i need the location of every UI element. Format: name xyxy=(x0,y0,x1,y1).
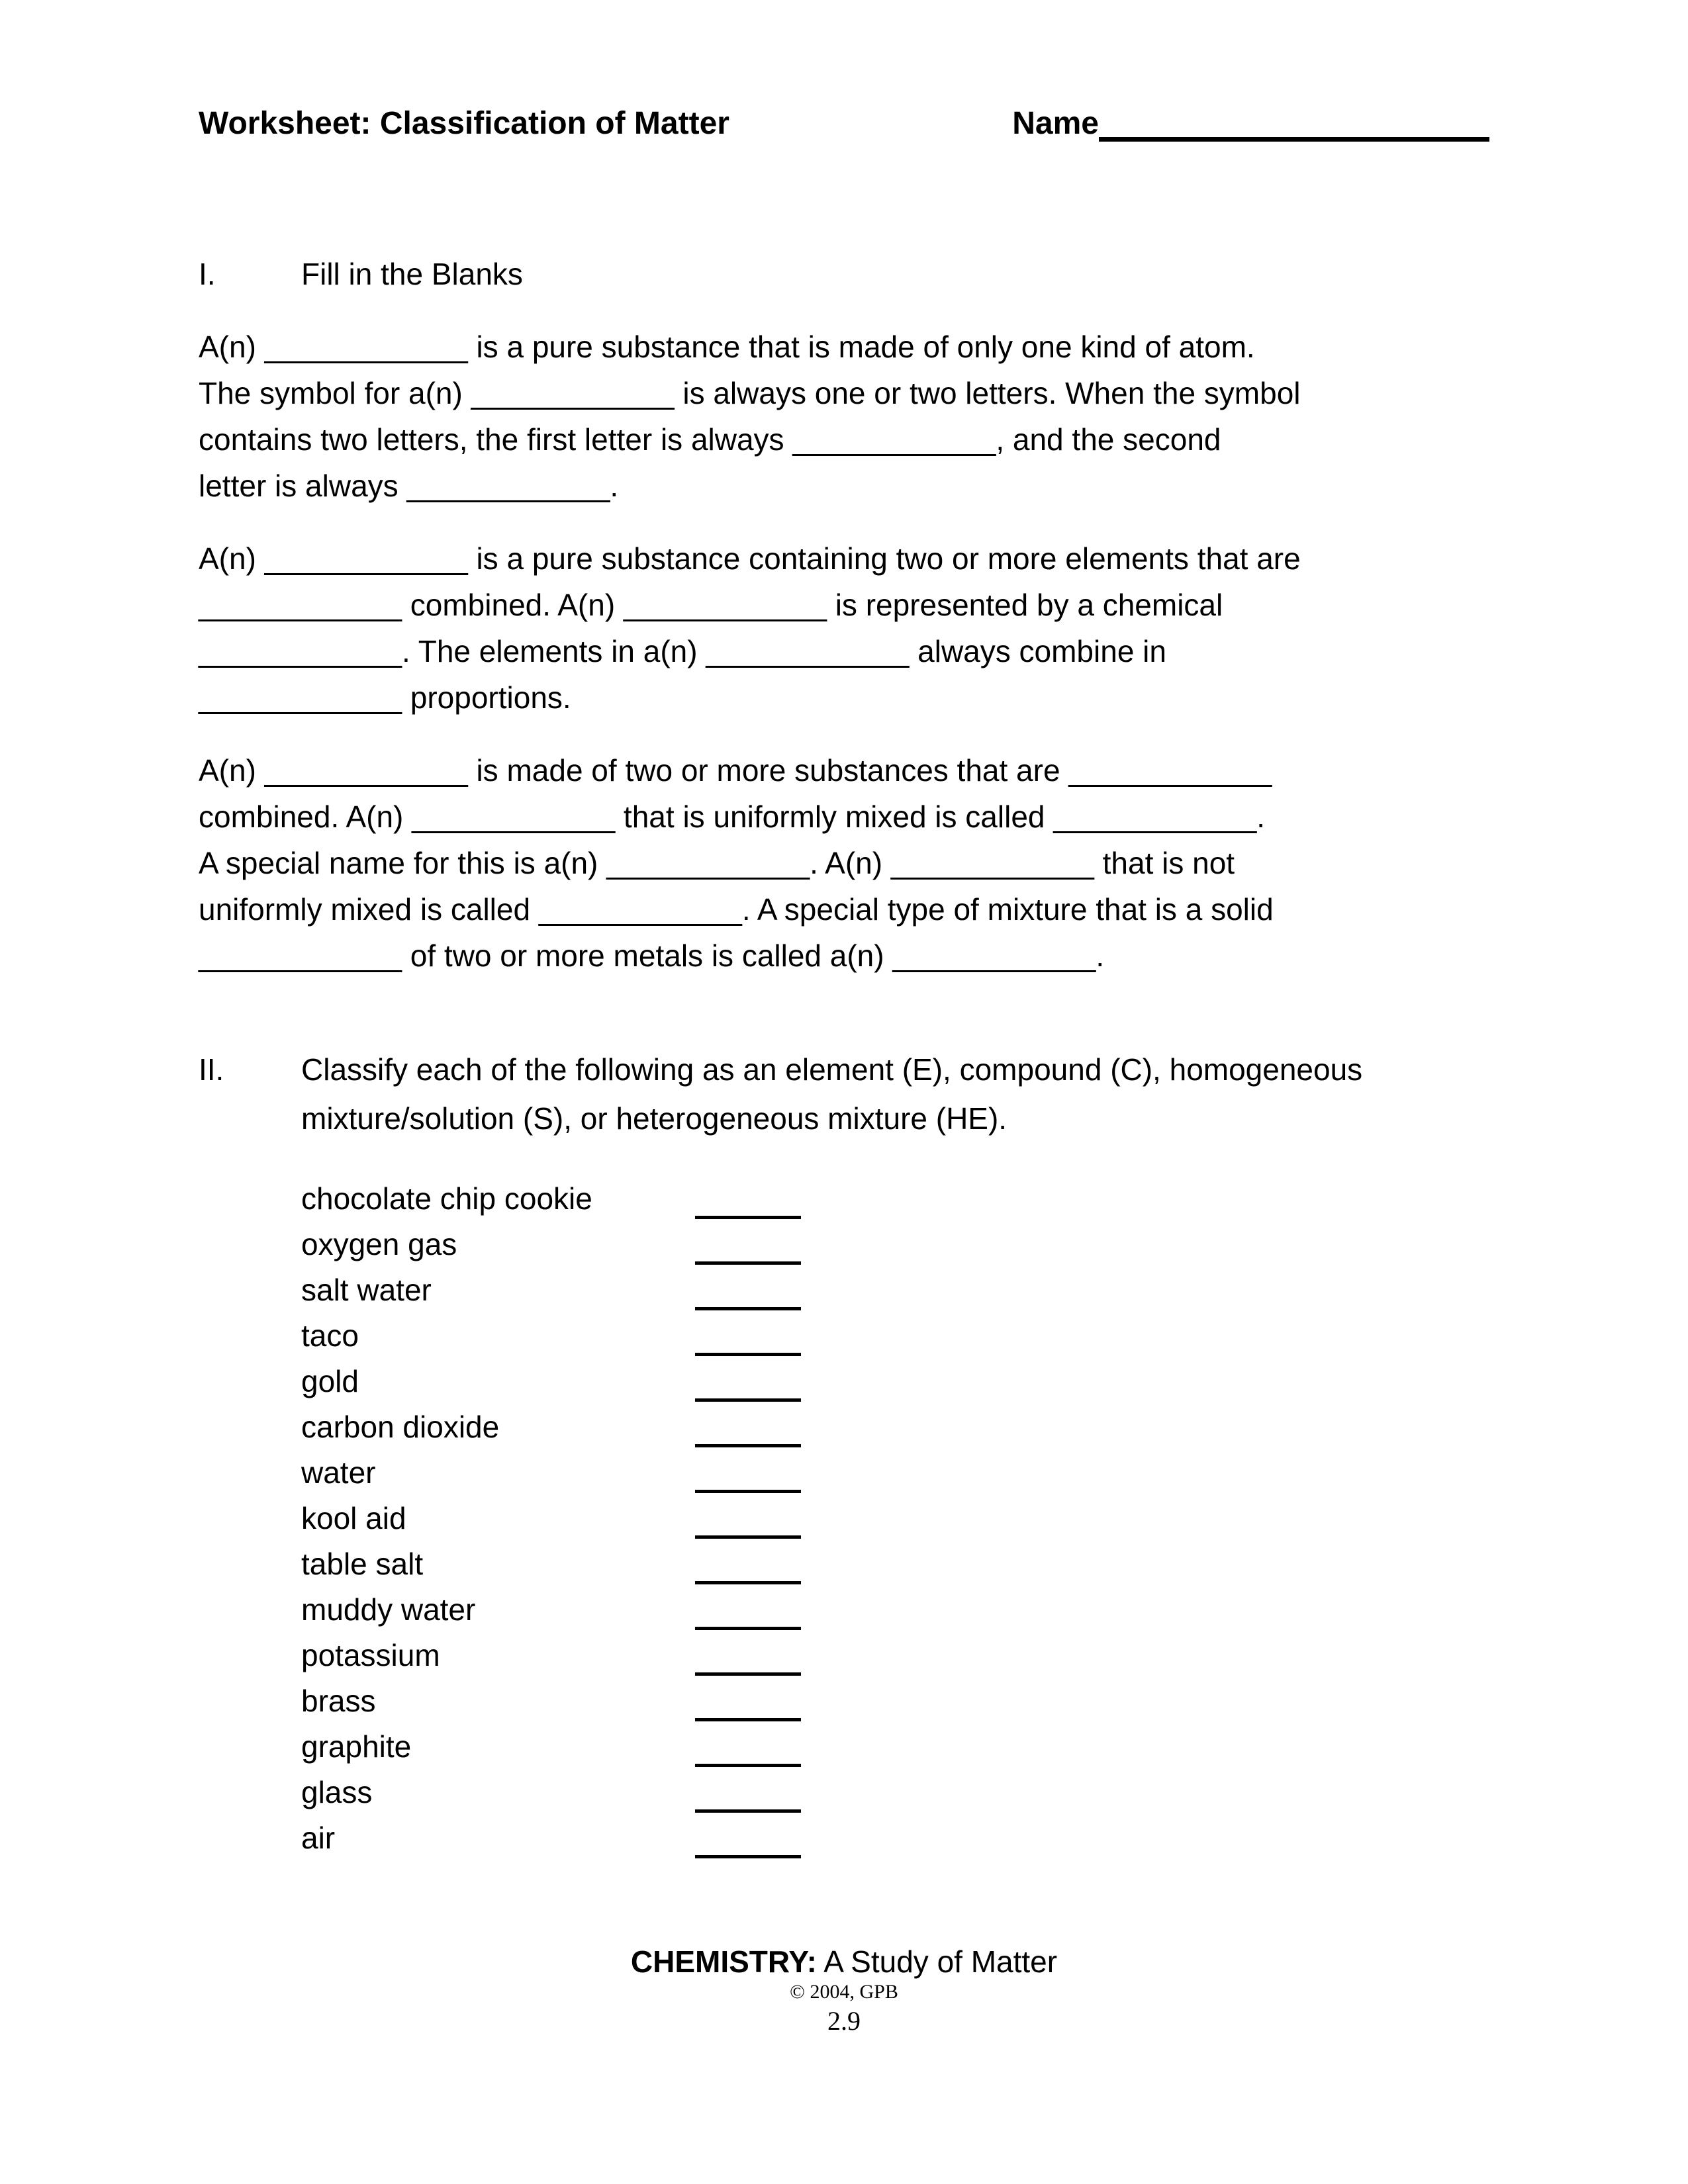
paragraph-line: combined. A(n) ____________ that is uniformly mixed is called ____________. xyxy=(199,799,1266,834)
classify-item-row xyxy=(199,1541,1489,1587)
name-field xyxy=(1012,103,1489,142)
classify-answer-blank xyxy=(695,1490,801,1493)
classify-item-row xyxy=(199,1815,1489,1861)
classify-item-row xyxy=(199,1359,1489,1404)
classify-item-row xyxy=(199,1724,1489,1770)
classify-answer-blank xyxy=(695,1216,801,1219)
page-header xyxy=(199,98,1489,142)
classify-item-label: brass xyxy=(301,1684,376,1718)
paragraph-line: A(n) ____________ is a pure substance that is made of only one kind of atom. xyxy=(199,330,1255,364)
paragraph-line: ____________ of two or more metals is called a(n) ____________. xyxy=(199,938,1105,973)
section1-numeral: I. xyxy=(199,257,216,291)
footer-series-bold: CHEMISTRY: xyxy=(630,1944,817,1979)
name-label: Name xyxy=(1012,106,1099,141)
footer-copyright: © 2004, GPB xyxy=(790,1981,898,2003)
classify-item-row xyxy=(199,1313,1489,1359)
name-blank-line xyxy=(1099,103,1489,142)
paragraph-line: A(n) ____________ is made of two or more substances that are ____________ xyxy=(199,753,1272,788)
classify-item-label: muddy water xyxy=(301,1592,476,1627)
section2-heading-line: Classify each of the following as an element (E), compound (C), homogeneous xyxy=(301,1052,1363,1087)
classify-item-row xyxy=(199,1404,1489,1450)
section2-heading-label xyxy=(301,1045,1362,1143)
classify-item-label: potassium xyxy=(301,1638,440,1672)
paragraph-line: uniformly mixed is called ____________. A special type of mixture that is a solid xyxy=(199,892,1274,927)
classify-item-row xyxy=(199,1496,1489,1541)
classify-item-row xyxy=(199,1267,1489,1313)
classify-item-label: taco xyxy=(301,1318,359,1353)
classify-answer-blank xyxy=(695,1764,801,1767)
classify-item-label: chocolate chip cookie xyxy=(301,1181,592,1216)
classify-item-label: carbon dioxide xyxy=(301,1410,500,1444)
classify-item-label: water xyxy=(301,1455,376,1490)
classify-answer-blank xyxy=(695,1672,801,1676)
classify-item-row xyxy=(199,1176,1489,1222)
classify-item-row xyxy=(199,1450,1489,1496)
paragraph-line: A special name for this is a(n) ____________. A(n) ____________ that is not xyxy=(199,846,1235,880)
footer-series-rest: A Study of Matter xyxy=(817,1944,1058,1979)
footer-series-title xyxy=(0,1944,1688,1979)
classify-item-label: table salt xyxy=(301,1547,424,1581)
classify-item-row xyxy=(199,1587,1489,1633)
fill-in-blanks-paragraphs xyxy=(199,324,1489,979)
paragraph xyxy=(199,324,1489,509)
classify-item-row xyxy=(199,1678,1489,1724)
paragraph-line: A(n) ____________ is a pure substance containing two or more elements that are xyxy=(199,541,1301,576)
paragraph xyxy=(199,747,1489,979)
classify-item-label: graphite xyxy=(301,1729,412,1764)
paragraph-line: The symbol for a(n) ____________ is always one or two letters. When the symbol xyxy=(199,376,1301,410)
classify-item-row xyxy=(199,1222,1489,1267)
section2-heading-line: mixture/solution (S), or heterogeneous mixture (HE). xyxy=(301,1101,1008,1136)
classify-list xyxy=(199,1176,1489,1861)
paragraph-line: ____________ proportions. xyxy=(199,680,571,715)
section1-heading xyxy=(199,251,1489,297)
classify-answer-blank xyxy=(695,1627,801,1630)
paragraph-line: ____________ combined. A(n) ____________ is represented by a chemical xyxy=(199,588,1223,622)
classify-answer-blank xyxy=(695,1398,801,1402)
classify-answer-blank xyxy=(695,1855,801,1858)
paragraph xyxy=(199,535,1489,721)
classify-item-row xyxy=(199,1633,1489,1678)
classify-answer-blank xyxy=(695,1353,801,1356)
section2-numeral: II. xyxy=(199,1052,224,1087)
classify-item-label: gold xyxy=(301,1364,359,1398)
page-footer xyxy=(0,1944,1688,2037)
paragraph-line: contains two letters, the first letter is always ____________, and the second xyxy=(199,422,1221,457)
classify-answer-blank xyxy=(695,1718,801,1721)
section2-heading xyxy=(199,1045,1489,1143)
paragraph-line: ____________. The elements in a(n) ____________ always combine in xyxy=(199,634,1166,668)
paragraph-line: letter is always ____________. xyxy=(199,469,619,503)
classify-item-label: salt water xyxy=(301,1273,432,1307)
classify-answer-blank xyxy=(695,1261,801,1265)
classify-answer-blank xyxy=(695,1581,801,1584)
classify-item-label: glass xyxy=(301,1775,373,1809)
classify-answer-blank xyxy=(695,1535,801,1539)
classify-item-label: oxygen gas xyxy=(301,1227,457,1261)
classify-item-label: kool aid xyxy=(301,1501,406,1535)
classify-item-row xyxy=(199,1770,1489,1815)
classify-answer-blank xyxy=(695,1809,801,1813)
page-title: Worksheet: Classification of Matter xyxy=(199,106,729,141)
classify-item-label: air xyxy=(301,1821,336,1855)
classify-answer-blank xyxy=(695,1307,801,1310)
footer-page-number: 2.9 xyxy=(827,2006,861,2036)
section1-heading-label: Fill in the Blanks xyxy=(301,257,523,291)
classify-answer-blank xyxy=(695,1444,801,1447)
